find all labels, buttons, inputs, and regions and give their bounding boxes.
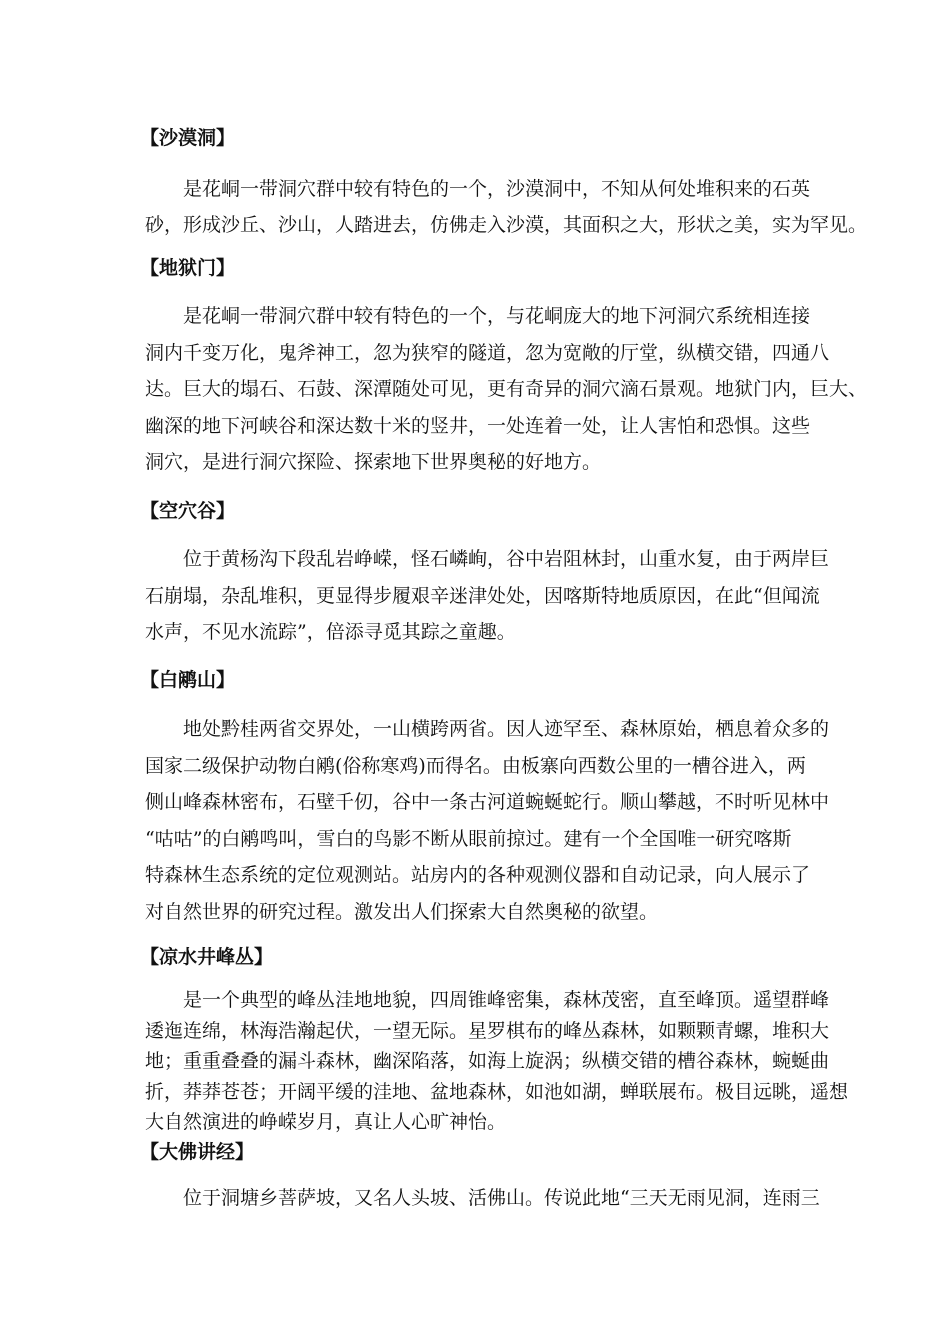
section-title-baixian-mountain: 【白鹇山】	[140, 669, 236, 691]
text-line: 地处黔桂两省交界处，一山横跨两省。因人迹罕至、森林原始，栖息着众多的	[183, 718, 830, 740]
text-line: 对自然世界的研究过程。激发出人们探索大自然奥秘的欲望。	[145, 900, 659, 923]
section-title-shamo-cave: 【沙漠洞】	[140, 127, 236, 149]
text-line: 是花峒一带洞穴群中较有特色的一个，与花峒庞大的地下河洞穴系统相连接	[183, 305, 811, 327]
text-line: 砂，形成沙丘、沙山，人踏进去，仿佛走入沙漠，其面积之大，形状之美，实为罕见。	[145, 214, 868, 236]
text-line: 大自然演进的峥嵘岁月，真让人心旷神怡。	[145, 1111, 507, 1133]
text-line: 水声，不见水流踪”，倍添寻觅其踪之童趣。	[145, 621, 516, 643]
text-line: 地；重重叠叠的漏斗森林，幽深陷落，如海上旋涡；纵横交错的槽谷森林，蜿蜒曲	[145, 1050, 830, 1072]
section-title-kongxue-valley: 【空穴谷】	[140, 500, 236, 522]
section-body-shamo-cave	[145, 171, 868, 243]
text-line: 幽深的地下河峡谷和深达数十米的竖井，一处连着一处，让人害怕和恐惧。这些	[145, 414, 811, 437]
section-title-liangshuijing-peaks: 【凉水井峰丛】	[140, 946, 274, 968]
text-line: 洞内千变万化，鬼斧神工，忽为狭窄的隧道，忽为宽敞的厅堂，纵横交错，四通八	[145, 341, 830, 364]
text-line: 洞穴，是进行洞穴探险、探索地下世界奥秘的好地方。	[145, 451, 602, 473]
text-line: 逶迤连绵，林海浩瀚起伏，一望无际。星罗棋布的峰丛森林，如颗颗青螺，堆积大	[145, 1019, 830, 1042]
text-line: 折，莽莽苍苍；开阔平缓的洼地、盆地森林，如池如湖，蝉联展布。极目远眺，遥想	[145, 1080, 849, 1103]
text-line: 侧山峰森林密布，石壁千仞，谷中一条古河道蜿蜒蛇行。顺山攀越，不时听见林中	[145, 791, 830, 813]
text-line: 位于洞塘乡菩萨坡，又名人头坡、活佛山。传说此地“三天无雨见洞，连雨三	[183, 1187, 820, 1209]
text-line: 国家二级保护动物白鹇(俗称寒鸡)而得名。由板寨向西数公里的一槽谷进入，两	[145, 754, 806, 777]
text-line: 石崩塌，杂乱堆积，更显得步履艰辛迷津处处，因喀斯特地质原因，在此“但闻流	[145, 584, 820, 607]
text-line: 是一个典型的峰丛洼地地貌，四周锥峰密集，森林茂密，直至峰顶。遥望群峰	[183, 989, 830, 1011]
section-body-baixian-mountain	[145, 711, 835, 930]
section-body-diyu-gate	[145, 298, 868, 481]
text-line: 特森林生态系统的定位观测站。站房内的各种观测仪器和自动记录，向人展示了	[145, 864, 811, 886]
section-body-kongxue-valley	[145, 541, 835, 651]
text-line: 达。巨大的塌石、石鼓、深潭随处可见，更有奇异的洞穴滴石景观。地狱门内，巨大、	[145, 378, 868, 400]
section-title-diyu-gate: 【地狱门】	[140, 257, 236, 279]
text-line: “咕咕”的白鹇鸣叫，雪白的鸟影不断从眼前掠过。建有一个全国唯一研究喀斯	[145, 827, 792, 850]
text-line: 位于黄杨沟下段乱岩峥嵘，怪石嶙峋，谷中岩阻林封，山重水复，由于两岸巨	[183, 548, 830, 570]
section-body-liangshuijing-peaks	[145, 985, 849, 1138]
text-line: 是花峒一带洞穴群中较有特色的一个，沙漠洞中，不知从何处堆积来的石英	[183, 178, 811, 200]
section-body-dafo-sutra	[145, 1180, 835, 1216]
section-title-dafo-sutra: 【大佛讲经】	[140, 1141, 255, 1163]
